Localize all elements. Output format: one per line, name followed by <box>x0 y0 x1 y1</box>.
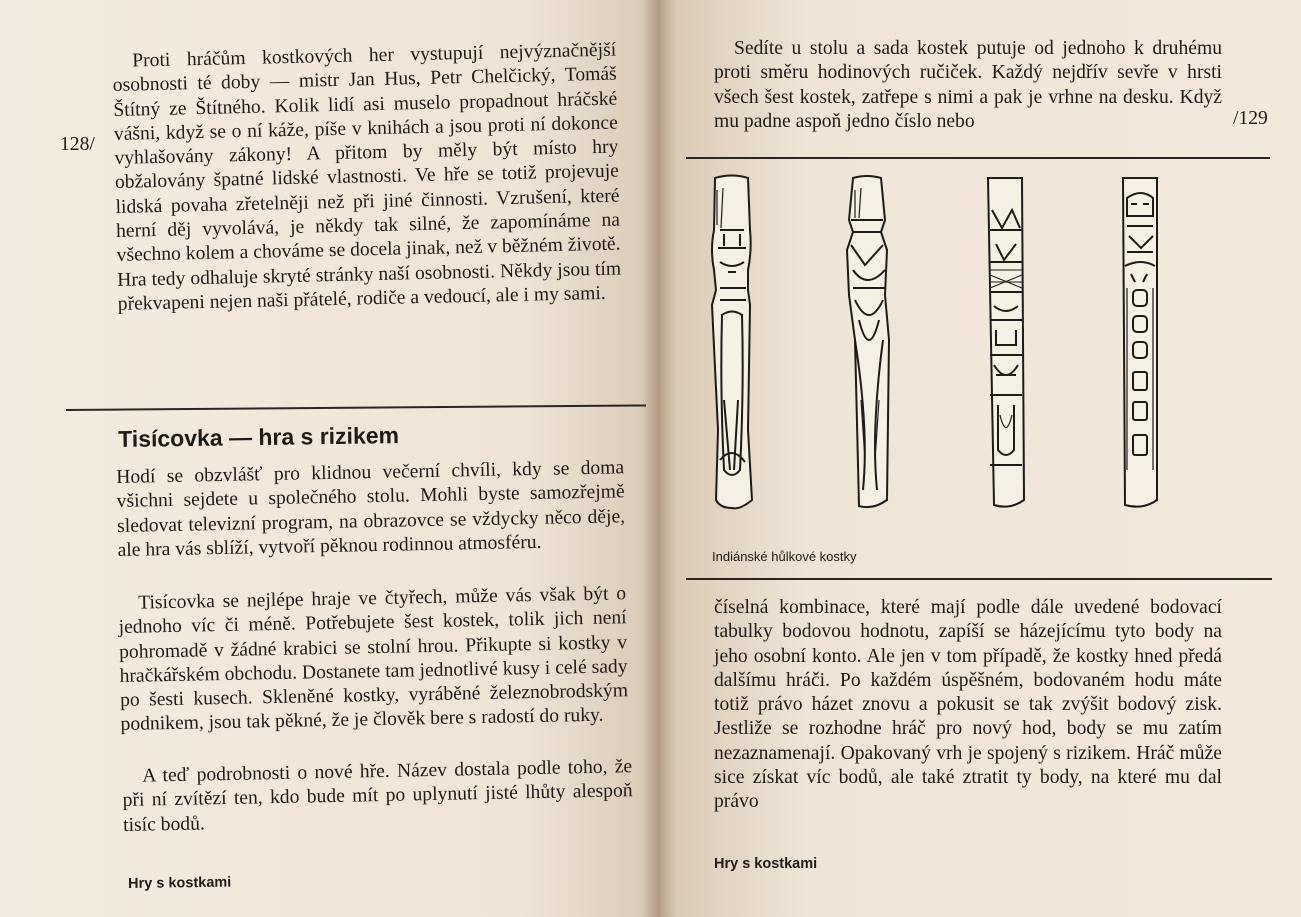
right-paragraph-1: Sedíte u stolu a sada kostek putuje od jednoho k druhému proti směru hodinových ručiček. Každý nejdřív sevře v hrsti všech šest kostek, zatřepe s nimi a pak je vrhne na desku. Když mu padne aspoň jedno číslo nebo <box>714 38 1222 132</box>
illustration-top-divider <box>686 157 1270 159</box>
left-page-number: 128/ <box>60 134 95 155</box>
stick-die-4 <box>1123 178 1157 507</box>
right-running-footer: Hry s kostkami <box>714 856 818 872</box>
left-paragraph-1: Proti hráčům kostkových her vystupují nejvýznačnější osobnosti té doby — mistr Jan Hus, Petr Chelčický, Tomáš Štítný ze Štítného. Kolik lidí asi muselo propadnout hráčské vášni, když se o ní káže, píše v knihách a jsou proti ní dokonce vyhlašovány zákony! A přitom by měly být místo hry obžalovány špatné lidské vlastnosti. Ve hře se totiž projevuje lidská povaha zřetelněji než při jiné činnosti. Vzrušení, které herní děj vyvolává, je někdy tak silné, že zapomínáme na všechno kolem a chováme se docela jinak, než v běžném životě. Hra tedy odhaluje skryté stránky naší osobnosti. Někdy jsou tím překvapeni nejen naši přátelé, rodiče a vedoucí, ale i my sami. <box>112 39 622 315</box>
section-divider <box>66 404 646 411</box>
left-paragraph-3: Tisícovka se nejlépe hraje ve čtyřech, může vás však být o jednoho víc či méně. Potřebujete šest kostek, tolik jich není pohromadě v žádné krabici se stolní hrou. Přikupte si kostky v hračkářském obchodu. Dostanete tam jednotlivé kusy i celé sady po šesti kusech. Skleněné kostky, vyráběné železnobrodským podnikem, jsou tak pěkné, že je člověk bere s radostí do ruky. <box>118 583 629 736</box>
left-paragraph-2: Hodí se obzvlášť pro klidnou večerní chvíli, kdy se doma všichni sejdete u společného stolu. Mohli byste samozřejmě sledovat televizní program, na obrazovce se vždycky něco děje, ale hra vás sblíží, vytvoří pěknou rodinnou atmosféru. <box>116 457 626 561</box>
right-page <box>650 0 1301 917</box>
right-page-number: /129 <box>1233 108 1268 129</box>
left-running-footer: Hry s kostkami <box>128 874 232 892</box>
right-paragraph-2: číselná kombinace, které mají podle dále uvedené bodovací tabulky bodovou hodnotu, zapíší se házejícímu tyto body na jeho osobní konto. Ale jen v tom případě, že kostky hned předá dalšímu hráči. Po každém úspěšném, bodovaném hodu máte totiž právo házet znovu a pokusit se tak zvýšit bodový zisk. Jestliže se rozhodne hráč pro nový hod, body se mu zatím nezaznamenají. Opakovaný vrh je spojený s rizikem. Hráč může sice získat víc bodů, ale také ztratit ty body, na které mu dal právo <box>714 597 1222 813</box>
stick-dice-illustration <box>690 170 1270 570</box>
stick-die-2 <box>847 176 889 507</box>
left-paragraph-4: A teď podrobnosti o nové hře. Název dostala podle toho, že při ní zvítězí ten, kdo bude mít po uplynutí jisté lhůty alespoň tisíc bodů. <box>122 756 633 836</box>
stick-die-3 <box>988 178 1024 507</box>
section-heading: Tisícovka — hra s rizikem <box>118 422 400 452</box>
left-page <box>0 0 650 917</box>
illustration-caption: Indiánské hůlkové kostky <box>712 549 857 564</box>
illustration-bottom-divider <box>686 578 1272 580</box>
stick-die-1 <box>712 176 752 509</box>
